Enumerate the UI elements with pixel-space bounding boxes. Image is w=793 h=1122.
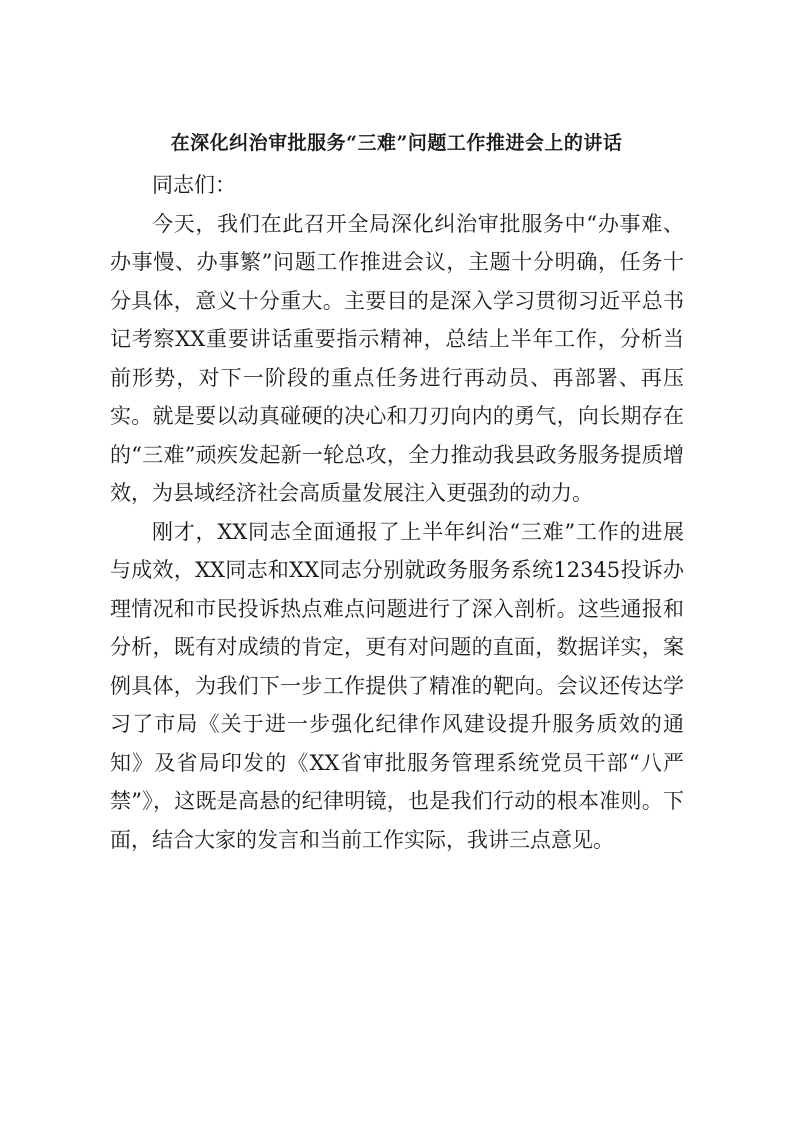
document-title: 在深化纠治审批服务“三难”问题工作推进会上的讲话 bbox=[170, 132, 623, 154]
paragraph-1: 今天，我们在此召开全局深化纠治审批服务中“办事难、办事慢、办事繁”问题工作推进会议，主题十分明确，任务十分具体，意义十分重大。主要目的是深入学习贯彻习近平总书记考察XX重要讲话重要指示精神，总结上半年工作，分析当前形势，对下一阶段的重点任务进行再动员、再部署、再压实。就是要以动真碰硬的决心和刀刃向内的勇气，向长期存在的“三难”顽疾发起新一轮总攻，全力推动我县政务服务提质增效，为县域经济社会高质量发展注入更强劲的动力。 bbox=[110, 211, 684, 505]
document-body bbox=[110, 166, 684, 859]
salutation: 同志们： bbox=[152, 173, 236, 197]
paragraph-2: 刚才，XX同志全面通报了上半年纠治“三难”工作的进展与成效，XX同志和XX同志分别就政务服务系统12345投诉办理情况和市民投诉热点难点问题进行了深入剖析。这些通报和分析，既有对成绩的肯定，更有对问题的直面，数据详实，案例具体，为我们下一步工作提供了精准的靶向。会议还传达学习了市局《关于进一步强化纪律作风建设提升服务质效的通知》及省局印发的《XX省审批服务管理系统党员干部“八严禁”》，这既是高悬的纪律明镜，也是我们行动的根本准则。下面，结合大家的发言和当前工作实际，我讲三点意见。 bbox=[110, 519, 684, 852]
